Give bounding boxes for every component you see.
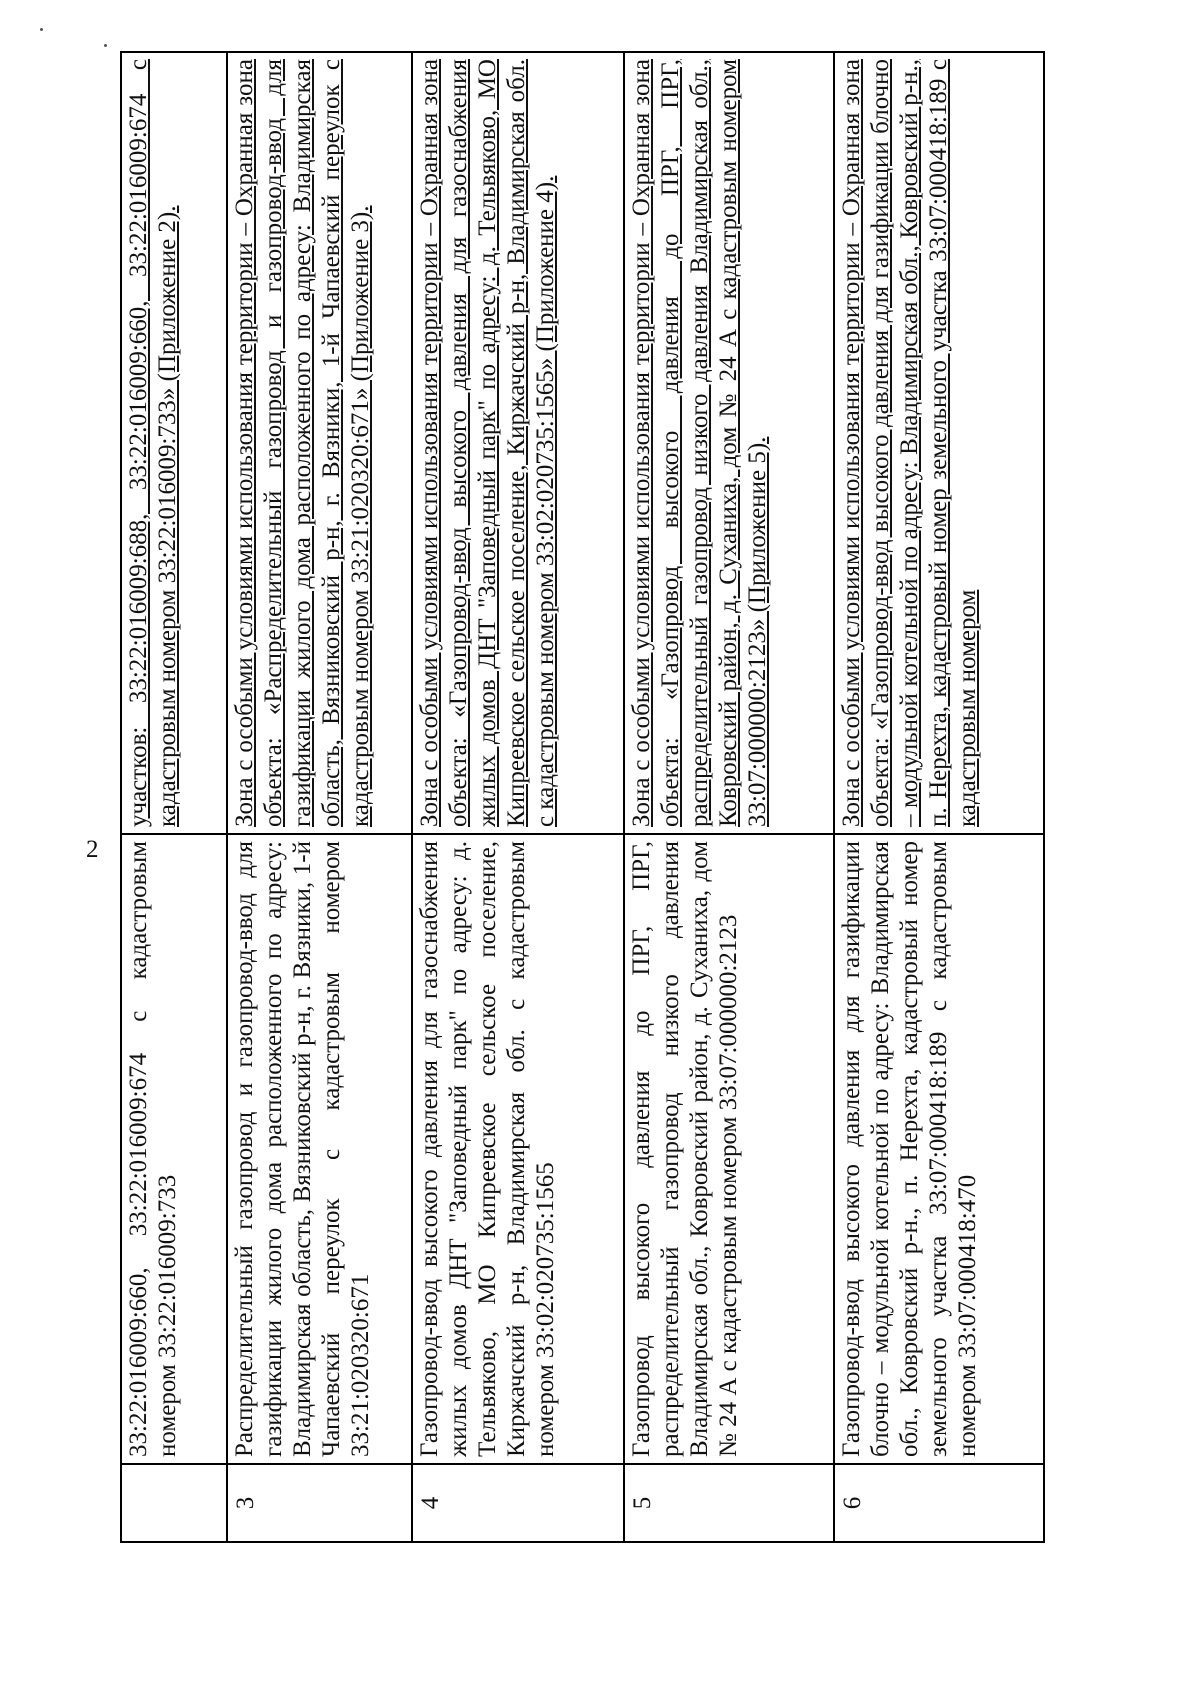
zones-table <box>120 51 1045 1543</box>
row-number: 3 <box>227 1464 412 1542</box>
row-number <box>121 1464 227 1542</box>
row-number: 5 <box>624 1464 834 1542</box>
zone-description: Зона с особыми условиями использования территории – Охранная зона объекта: «Газопровод-ввод высокого давления для газификации блочно – модульной котельной по адресу: Владимирская обл., Ковровский р-н., п. Нерехта, кадастровый номер земельного участка 33:07:000418:189 с кадастровым номером <box>834 52 1044 834</box>
object-description: Газопровод высокого давления до ПРГ, ПРГ, распределительный газопровод низкого давления Владимирская обл., Ковровский район, д. Суханиха, дом № 24 А с кадастровым номером 33:07:000000:2123 <box>624 834 834 1464</box>
zones-table-rotated <box>120 53 1046 1543</box>
table-row <box>834 52 1044 1542</box>
page-number: 2 <box>86 836 99 863</box>
row-number: 6 <box>834 1464 1044 1542</box>
scan-speck <box>104 44 107 47</box>
table-row <box>227 52 412 1542</box>
zone-description: участков: 33:22:016009:688, 33:22:016009:660, 33:22:016009:674 с кадастровым номером 33:22:016009:733» (Приложение 2). <box>121 52 227 834</box>
zone-description: Зона с особыми условиями использования территории – Охранная зона объекта: «Газопровод-ввод высокого давления для газоснабжения жилых домов ДНТ "Заповедный парк" по адресу: д. Тельвяково, МО Кипреевское сельское поселение, Киржачский р-н, Владимирская обл. с кадастровым номером 33:02:020735:1565» (Приложение 4). <box>412 52 624 834</box>
row-number: 4 <box>412 1464 624 1542</box>
zone-description: Зона с особыми условиями использования территории – Охранная зона объекта: «Распределительный газопровод и газопровод-ввод для газификации жилого дома расположенного по адресу: Владимирская область, Вязниковский р-н, г. Вязники, 1-й Чапаевский переулок с кадастровым номером 33:21:020320:671» (Приложение 3). <box>227 52 412 834</box>
zone-description: Зона с особыми условиями использования территории – Охранная зона объекта: «Газопровод высокого давления до ПРГ, ПРГ, распределительный газопровод низкого давления Владимирская обл., Ковровский район, д. Суханиха, дом № 24 А с кадастровым номером 33:07:000000:2123» (Приложение 5). <box>624 52 834 834</box>
object-description: Газопровод-ввод высокого давления для газификации блочно – модульной котельной по адресу: Владимирская обл., Ковровский р-н., п. Нерехта, кадастровый номер земельного участка 33:07:000418:189 с кадастровым номером 33:07:000418:470 <box>834 834 1044 1464</box>
table-row <box>624 52 834 1542</box>
table-row <box>121 52 227 1542</box>
table-row <box>412 52 624 1542</box>
object-description: Газопровод-ввод высокого давления для газоснабжения жилых домов ДНТ "Заповедный парк" по адресу: д. Тельвяково, МО Кипреевское сельское поселение, Киржачский р-н, Владимирская обл. с кадастровым номером 33:02:020735:1565 <box>412 834 624 1464</box>
object-description: Распределительный газопровод и газопровод-ввод для газификации жилого дома расположенного по адресу: Владимирская область, Вязниковский р-н, г. Вязники, 1-й Чапаевский переулок с кадастровым номером 33:21:020320:671 <box>227 834 412 1464</box>
scan-speck <box>40 28 43 31</box>
object-description: 33:22:016009:660, 33:22:016009:674 с кадастровым номером 33:22:016009:733 <box>121 834 227 1464</box>
